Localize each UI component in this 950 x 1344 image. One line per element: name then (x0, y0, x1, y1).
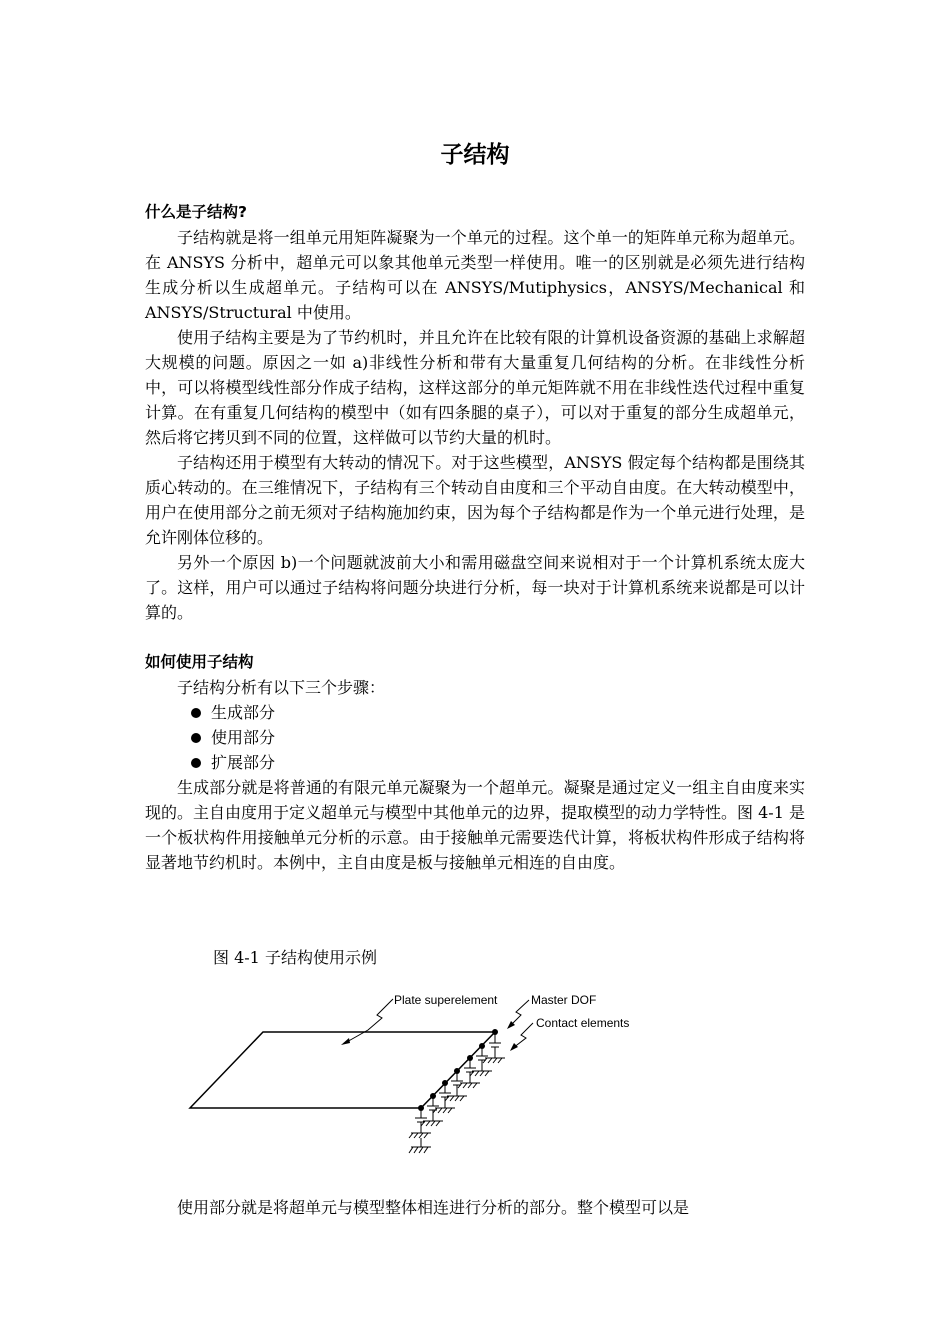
list-item (191, 725, 805, 750)
list-item (191, 700, 805, 725)
paragraph: 另外一个原因 b)一个问题就波前大小和需用磁盘空间来说相对于一个计算机系统太庞大了。这样，用户可以通过子结构将问题分块进行分析，每一块对于计算机系统来说都是可以计算的。 (145, 553, 805, 622)
label-master-dof: Master DOF (531, 993, 597, 1007)
paragraph: 子结构就是将一组单元用矩阵凝聚为一个单元的过程。这个单一的矩阵单元称为超单元。在 ANSYS 分析中，超单元可以象其他单元类型一样使用。唯一的区别就是必须先进行结构生成分析以生成超单元。子结构可以在 ANSYS/Mutiphysics，ANSYS/Mechanical 和 ANSYS/Structural 中使用。 (145, 228, 805, 322)
list-item-text: 生成部分 (211, 703, 276, 722)
label-plate-superelement: Plate superelement (394, 993, 498, 1007)
paragraph: 子结构还用于模型有大转动的情况下。对于这些模型，ANSYS 假定每个结构都是围绕其质心转动的。在三维情况下，子结构有三个转动自由度和三个平动自由度。在大转动模型中，用户在使用部分之前无须对子结构施加约束，因为每个子结构都是作为一个单元进行处理，是允许刚体位移的。 (145, 453, 805, 547)
paragraph: 使用子结构主要是为了节约机时，并且允许在比较有限的计算机设备资源的基础上求解超大规模的问题。原因之一如 a)非线性分析和带有大量重复几何结构的分析。在非线性分析中，可以将模型线性部分作成子结构，这样这部分的单元矩阵就不用在非线性迭代过程中重复计算。在有重复几何结构的模型中（如有四条腿的桌子），可以对于重复的部分生成超单元，然后将它拷贝到不同的位置，这样做可以节约大量的机时。 (145, 328, 805, 447)
paragraph: 生成部分就是将普通的有限元单元凝聚为一个超单元。凝聚是通过定义一组主自由度来实现的。主自由度用于定义超单元与模型中其他单元的边界，提取模型的动力学特性。图 4-1 是一个板状构件用接触单元分析的示意。由于接触单元需要迭代计算，将板状构件形成子结构将显著地节约机时。本例中，主自由度是板与接触单元相连的自由度。 (145, 778, 805, 872)
steps-list (145, 700, 805, 775)
bullet-icon (191, 708, 201, 718)
section-heading-what: 什么是子结构? (145, 203, 247, 221)
section-heading-how: 如何使用子结构 (145, 653, 254, 671)
label-contact-elements: Contact elements (536, 1016, 630, 1030)
steps-intro: 子结构分析有以下三个步骤： (177, 678, 386, 697)
substructure-figure (185, 985, 635, 1165)
paragraph: 使用部分就是将超单元与模型整体相连进行分析的部分。整个模型可以是 (177, 1198, 690, 1217)
list-item-text: 扩展部分 (211, 753, 276, 772)
list-item (191, 750, 805, 775)
bullet-icon (191, 758, 201, 768)
list-item-text: 使用部分 (211, 728, 276, 747)
spacer (145, 625, 805, 650)
page-title: 子结构 (440, 142, 510, 168)
bottom-paragraph-container (145, 1195, 805, 1220)
bullet-icon (191, 733, 201, 743)
figure-caption: 图 4-1 子结构使用示例 (213, 948, 377, 967)
main-content (145, 200, 805, 875)
plate-outline (190, 1032, 495, 1108)
contact-elements (409, 1032, 505, 1153)
